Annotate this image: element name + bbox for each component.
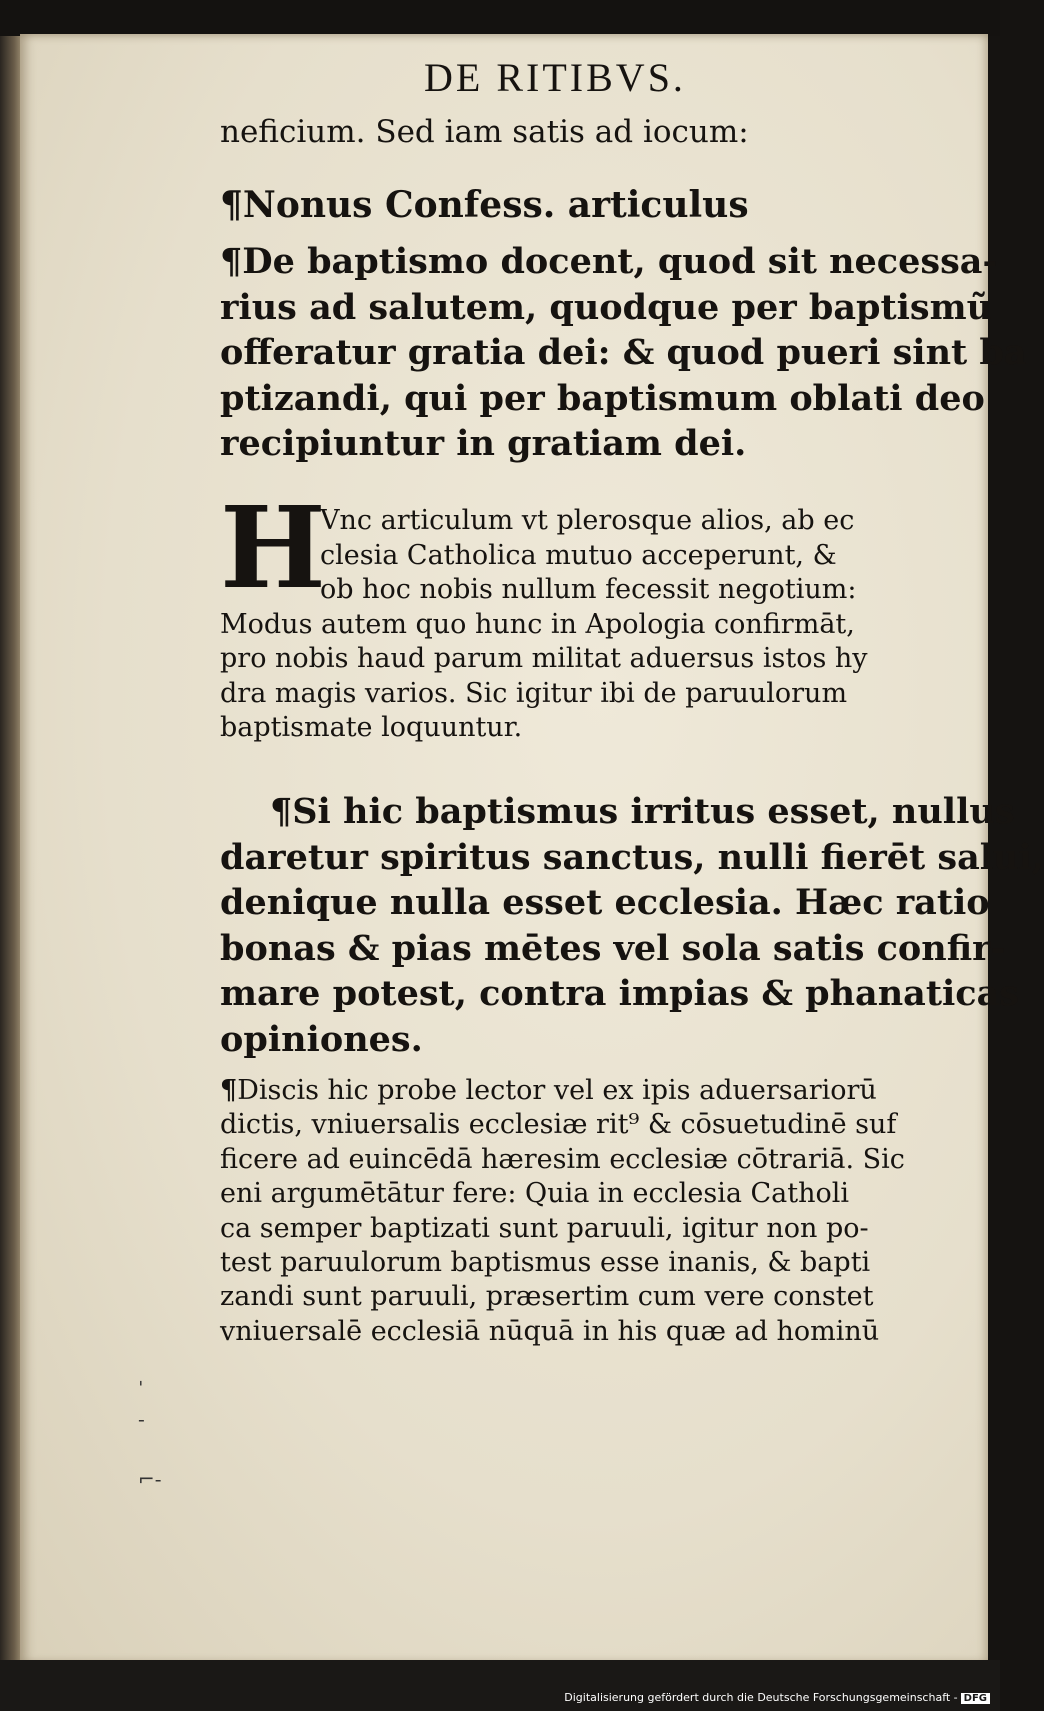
commentary-line: Modus autem quo hunc in Apologia confirmāt, [220,608,855,640]
article-heading [220,184,920,226]
book-page [20,34,1044,1664]
pilcrow-mark: ¶ [270,791,293,832]
article-line: recipiuntur in gratiam dei. [220,423,747,464]
discis-line: ¶Discis hic probe lector vel ex ipis aduersariorū [220,1075,877,1106]
discis-line: eni argumētātur fere: Quia in ecclesia Catholi [220,1178,850,1210]
article-line: ¶De baptismo docent, quod sit necessa- [220,241,998,282]
discis-line: ca semper baptizati sunt paruuli, igitur non po- [220,1212,869,1244]
credit-text: Digitalisierung gefördert durch die Deutsche Forschungsgemeinschaft - [564,1691,958,1704]
article-text [220,239,1027,467]
article-title: Nonus Confess. articulus [242,184,749,226]
commentary-paragraph [220,504,920,746]
quotation-line: bonas & pias mētes vel sola satis confir- [220,927,1006,969]
commentary-line: dra magis varios. Sic igitur ibi de paruulorum [220,677,848,709]
pilcrow-mark: ¶ [220,184,243,226]
commentary-line: pro nobis haud parum militat aduersus istos hy [220,643,868,674]
running-header: DE RITIBVS. [424,55,686,100]
article-line: rius ad salutem, quodque per baptismũ [220,286,993,328]
quotation-line: daretur spiritus sanctus, nulli fierēt salui, [220,836,1044,878]
drop-cap-initial: H [220,483,326,614]
quotation-paragraph [220,789,1044,1062]
discis-line: test paruulorum baptismus esse inanis, & bapti [220,1247,871,1279]
discis-paragraph [220,1074,920,1349]
quotation-line: denique nulla esset ecclesia. Hæc ratio [220,882,990,923]
commentary-line: baptismate loquuntur. [220,712,523,743]
digitization-credit [564,1691,990,1704]
discis-line: vniuersalē ecclesiā nūquā in his quæ ad hominū [220,1315,880,1347]
scan-border-top [0,0,1000,36]
stray-ink-marks: ˈ ‐ ⌐‐ [138,1377,162,1491]
commentary-line: Vnc articulum vt plerosque alios, ab ec [320,505,855,536]
discis-line: dictis, vniuersalis ecclesiæ rit⁹ & cōsuetudinē suf [220,1109,897,1141]
discis-line: zandi sunt paruuli, præsertim cum vere constet [220,1281,874,1313]
commentary-line: clesia Catholica mutuo acceperunt, & [320,539,837,571]
discis-line: ficere ad euincēdā hæresim ecclesiæ cōtrariā. Sic [220,1143,905,1175]
continuation-line: neficium. Sed iam satis ad iocum: [220,114,749,150]
dfg-logo: DFG [961,1693,990,1704]
article-line: ptizandi, qui per baptismum oblati deo [220,377,985,419]
article-line: offeratur gratia dei: & quod pueri sint ba [220,332,1027,373]
quotation-line: mare potest, contra impias & phanaticas [220,973,1020,1014]
quotation-line: ¶Si hic baptismus irritus esset, nullus [270,791,1015,832]
quotation-line: opiniones. [220,1018,423,1060]
commentary-line: ob hoc nobis nullum fecessit negotium: [320,574,857,605]
pilcrow-mark: ¶ [220,241,243,282]
pilcrow-mark: ¶ [220,1075,238,1106]
